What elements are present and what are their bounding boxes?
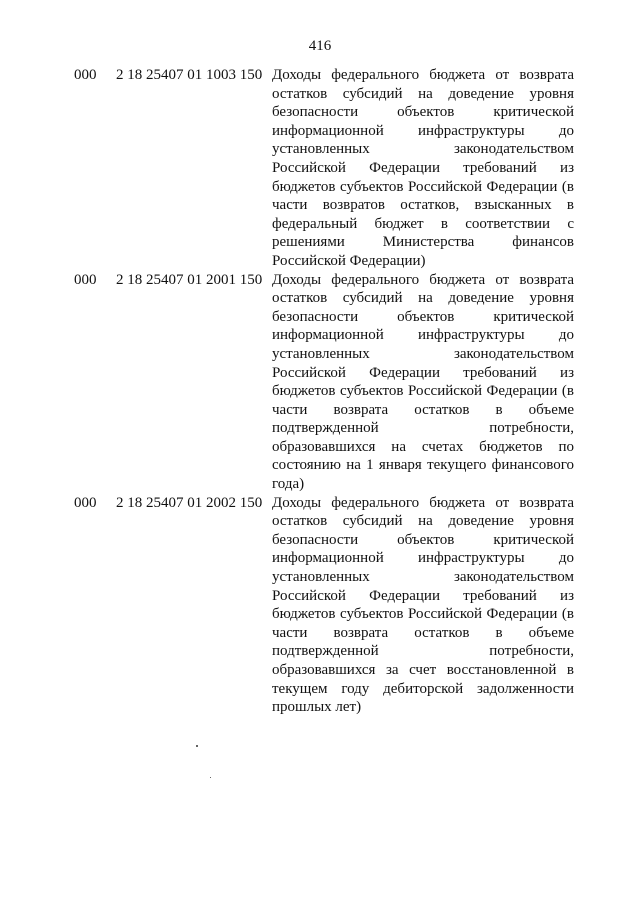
description-line: федеральный бюджет в соответствии с [272, 215, 574, 232]
description-line: информационной инфраструктуры до [272, 122, 574, 139]
description-line: подтвержденной потребности, [272, 420, 574, 437]
admin-code: 000 [74, 494, 97, 511]
description-line: бюджетов субъектов Российской Федерации (в [272, 383, 574, 400]
description-line: Доходы федерального бюджета от возврата [272, 494, 574, 511]
description-line: прошлых лет) [272, 699, 362, 716]
description-line: решениями Министерства финансов [272, 234, 574, 251]
description-line: текущем году дебиторской задолженности [272, 680, 574, 697]
description-line: остатков субсидий на доведение уровня [272, 290, 574, 307]
description-line: безопасности объектов критической [272, 531, 574, 548]
description-line: части возвратов остатков, взысканных в [272, 197, 574, 214]
description-line: установленных законодательством [272, 141, 574, 158]
description-line: Доходы федерального бюджета от возврата [272, 271, 574, 288]
description-line: установленных законодательством [272, 345, 574, 362]
budget-classification-code: 2 18 25407 01 2002 150 [116, 494, 263, 511]
description-line: безопасности объектов критической [272, 104, 574, 121]
description-line: бюджетов субъектов Российской Федерации (в [272, 178, 574, 195]
description-line: информационной инфраструктуры до [272, 550, 574, 567]
description-line: подтвержденной потребности, [272, 643, 574, 660]
budget-code-table [0, 66, 640, 717]
table-row [0, 271, 640, 494]
description-line: остатков субсидий на доведение уровня [272, 513, 574, 530]
description-line: установленных законодательством [272, 569, 574, 586]
table-row [0, 494, 640, 717]
description-line: Доходы федерального бюджета от возврата [272, 67, 574, 83]
description-line: Российской Федерации) [272, 252, 426, 269]
scan-speck [196, 745, 198, 747]
description-line: образовавшихся за счет восстановленной в [272, 662, 574, 678]
budget-classification-code: 2 18 25407 01 1003 150 [116, 67, 263, 83]
description-line: состоянию на 1 января текущего финансового [272, 457, 574, 474]
table-row [0, 66, 640, 271]
scan-speck [210, 777, 211, 778]
description-line: года) [272, 476, 305, 493]
budget-classification-code: 2 18 25407 01 2001 150 [116, 271, 263, 288]
description-line: Российской Федерации требований из [272, 587, 574, 604]
description-line: образовавшихся на счетах бюджетов по [272, 438, 574, 455]
description-line: бюджетов субъектов Российской Федерации (в [272, 606, 574, 623]
description-line: части возврата остатков в объеме [272, 624, 574, 641]
description-line: безопасности объектов критической [272, 308, 574, 325]
description-line: Российской Федерации требований из [272, 364, 574, 381]
description-line: Российской Федерации требований из [272, 159, 574, 176]
description-line: части возврата остатков в объеме [272, 401, 574, 418]
description-line: информационной инфраструктуры до [272, 327, 574, 344]
revenue-description [272, 66, 574, 271]
revenue-description [272, 494, 574, 717]
admin-code: 000 [74, 271, 97, 288]
admin-code: 000 [74, 67, 97, 83]
page-number: 416 [308, 38, 332, 54]
revenue-description [272, 271, 574, 494]
description-line: остатков субсидий на доведение уровня [272, 85, 574, 102]
